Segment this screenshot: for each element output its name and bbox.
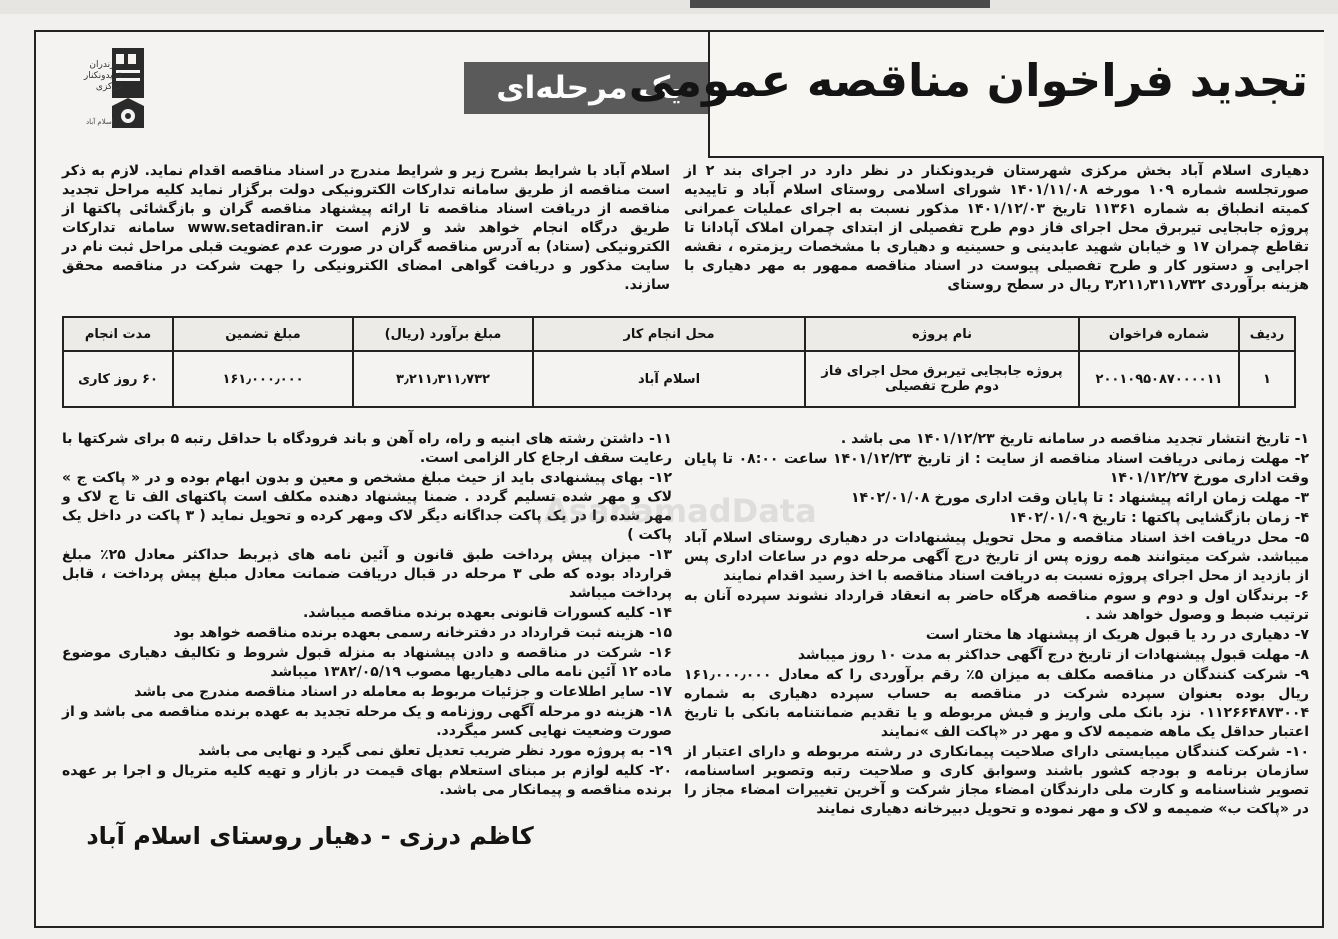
intro-text-left: اسلام آباد با شرایط بشرح زیر و شرایط مندرج در اسناد مناقصه اقدام نماید. لازم به ذکر است مناقصه از طریق سامانه تدارکات الکترونیکی دولت برگزار نماید کلیه مراحل تجدید مناقصه از دریافت اسناد مناقصه تا ارائه پیشنهاد مناقصه گران و بازگشائی پاکتها از طریق درگاه انجام خواهد شد و لازم است www.setadiran.ir سامانه تدارکات الکترونیکی (ستاد) به آدرس مناقصه گران در صورت عدم عضویت قبلی مراحل ثبت نام در سایت مذکور و دریافت گواهی امضای الکترونیکی را جهت شرکت در مناقصه محقق سازند. — [62, 163, 670, 293]
list-item: ۸- مهلت قبول پیشنهادات از تاریخ درج آگهی حداکثر به مدت ۱۰ روز میباشد — [797, 647, 1309, 663]
col-header-project: نام پروژه — [805, 317, 1079, 351]
title-box — [628, 32, 1324, 158]
list-item: ۲- مهلت زمانی دریافت اسناد مناقصه از سایت : از تاریخ ۱۴۰۱/۱۲/۲۳ ساعت ۰۸:۰۰ تا پایان وقت اداری مورخ ۱۴۰۱/۱۲/۲۷ — [684, 451, 1309, 486]
col-header-call-no: شماره فراخوان — [1079, 317, 1239, 351]
conditions-list-left — [62, 430, 672, 800]
list-item: ۱۱- داشتن رشته های ابنیه و راه، راه آهن و باند فرودگاه با حداقل رتبه ۵ برای شرکتها با رعایت سقف ارجاع کار الزامی است. — [62, 431, 672, 466]
cell-duration: ۶۰ روز کاری — [63, 351, 173, 407]
list-item: ۶- برندگان اول و دوم و سوم مناقصه هرگاه حاضر به انعقاد قرارداد نشوند سپرده آنان به ترتیب ضبط و وصول خواهد شد . — [684, 588, 1309, 623]
list-item: ۱۵- هزینه ثبت قرارداد در دفترخانه رسمی بعهده برنده مناقصه خواهد بود — [173, 625, 672, 641]
cell-project: پروژه جابجایی تیربرق محل اجرای فاز دوم طرح تفصیلی — [805, 351, 1079, 407]
subtitle-banner: یک مرحله‌ای — [464, 62, 714, 114]
col-header-location: محل انجام کار — [533, 317, 805, 351]
tender-table — [62, 316, 1296, 404]
table-row — [63, 351, 1295, 407]
intro-text-right: دهیاری اسلام آباد بخش مرکزی شهرستان فریدونکنار در نظر دارد در اجرای بند ۲ از صورتجلسه شماره ۱۰۹ مورخه ۱۴۰۱/۱۱/۰۸ شورای اسلامی روستای اسلام آباد و تاییدیه کمیته انطباق به شماره ۱۱۳۶۱ تاریخ ۱۴۰۱/۱۲/۰۳ مذکور نسبت به اجرای عملیات عمرانی پروژه جابجایی تیربرق محل اجرای فاز دوم طرح تفصیلی از ابتدای چمران املاک آپادانا تا تقاطع چمران ۱۷ و خیابان شهید عابدینی و حسینیه و دهیاری با مشخصات ریزمتره ، نقشه اجرایی و دستور کار و طرح تفصیلی پیوست در اسناد مناقصه ممهور به مهر دهیاری با هزینه برآوردی ۳٫۲۱۱٫۳۱۱٫۷۳۲ ریال در سطح روستای — [684, 163, 1309, 293]
cell-estimate: ۳٫۲۱۱٫۳۱۱٫۷۳۲ — [353, 351, 533, 407]
list-item: ۱۷- سایر اطلاعات و جزئیات مربوط به معامله در اسناد مناقصه مندرج می باشد — [134, 684, 672, 700]
cell-row-no: ۱ — [1239, 351, 1295, 407]
col-header-row-no: ردیف — [1239, 317, 1295, 351]
list-item: ۱۶- شرکت در مناقصه و دادن پیشنهاد به منزله قبول شروط و تکالیف دهیاری موضوع ماده ۱۲ آئین نامه مالی دهیاریها مصوب ۱۳۸۲/۰۵/۱۹ میباشد — [62, 645, 672, 680]
cell-call-no: ۲۰۰۱۰۹۵۰۸۷۰۰۰۰۱۱ — [1079, 351, 1239, 407]
logo-text: مازندران فریدونکنار مرکزی — [83, 60, 122, 92]
tender-notice — [34, 30, 1324, 928]
col-header-guarantee: مبلغ تضمین — [173, 317, 353, 351]
list-item: ۱۸- هزینه دو مرحله آگهی روزنامه و یک مرحله تجدید به عهده برنده مناقصه می باشد و از صورت وضعیت نهایی کسر میگردد. — [62, 704, 672, 739]
intro-paragraph-right — [684, 162, 1309, 320]
list-item: ۷- دهیاری در رد یا قبول هریک از پیشنهاد ها مختار است — [925, 627, 1309, 643]
previous-page-strip — [0, 0, 1338, 14]
list-item: ۱۰- شرکت کنندگان میبایستی دارای صلاحیت پیمانکاری در رشته مربوطه و دارای اعتبار از سازمان برنامه و بودجه کشور باشند وسوابق کاری و صلاحیت رتبه وتصویر اساسنامه، تصویر شناسنامه و کارت ملی دارندگان امضاء مجاز شرکت و آخرین تغییرات امضاء مجاز را در «پاکت ب» ضمیمه و لاک و مهر نموده و تحویل دبیرخانه دهیاری نمایند — [684, 744, 1309, 817]
cell-location: اسلام آباد — [533, 351, 805, 407]
intro-paragraph-left — [62, 162, 670, 320]
list-item: ۴- زمان بازگشایی پاکتها : تاریخ ۱۴۰۲/۰۱/۰۹ — [1008, 510, 1309, 526]
cell-guarantee: ۱۶۱٫۰۰۰٫۰۰۰ — [173, 351, 353, 407]
list-item: ۱۳- میزان پیش پرداخت طبق قانون و آئین نامه های ذیربط حداکثر معادل ۲۵٪ مبلغ قرارداد بوده که طی ۳ مرحله در قبال دریافت ضمانت معادل مبلغ پیش پرداخت ، قابل پرداخت میباشد — [62, 547, 672, 601]
list-item: ۵- محل دریافت اخذ اسناد مناقصه و محل تحویل پیشنهادات در دهیاری روستای اسلام آباد میباشد. شرکت میتوانند همه روزه پس از تاریخ درج آگهی مرحله دوم در ساعات اداری پس از بازدید از محل اجرای پروژه نسبت به دریافت اسناد مناقصه با اخذ رسید اقدام نمایند — [684, 530, 1309, 584]
list-item: ۱۹- به پروژه مورد نظر ضریب تعدیل تعلق نمی گیرد و نهایی می باشد — [198, 743, 672, 759]
list-item: ۱۲- بهای پیشنهادی باید از حیث مبلغ مشخص و معین و بدون ابهام بوده و در « پاکت ج » لاک و مهر شده تسلیم گردد . ضمنا پیشنهاد دهنده مکلف است پاکتهای الف تا ج لاک و مهر شده را در یک پاکت جداگانه دیگر لاک ومهر کرده و تحویل نماید ( ۳ پاکت در داخل یک پاکت ) — [62, 470, 672, 543]
list-item: ۱۴- کلیه کسورات قانونی بعهده برنده مناقصه میباشد. — [302, 605, 672, 621]
col-header-duration: مدت انجام — [63, 317, 173, 351]
watermark: AsanamadData — [544, 492, 817, 530]
dark-strip-block — [690, 0, 990, 8]
col-header-estimate: مبلغ برآورد (ریال) — [353, 317, 533, 351]
page-title: تجدید فراخوان مناقصه عمومی — [628, 54, 1308, 107]
notice-header — [36, 32, 1322, 160]
list-item: ۹- شرکت کنندگان در مناقصه مکلف به میزان ۵٪ رقم برآوردی را که معادل ۱۶۱٫۰۰۰٫۰۰۰ ریال بوده بعنوان سپرده شرکت در مناقصه به حساب سپرده دهیاری به شماره ۰۱۱۲۶۶۴۸۷۳۰۰۴ نزد بانک ملی واریز و فیش مربوطه و یا تقدیم ضمانتنامه بانکی با تاریخ اعتبار حداقل یک ماهه ضمیمه لاک و مهر در «پاکت الف »نمایند — [684, 667, 1310, 740]
table-header-row — [63, 317, 1295, 351]
list-item: ۱- تاریخ انتشار تجدید مناقصه در سامانه تاریخ ۱۴۰۱/۱۲/۲۳ می باشد . — [840, 431, 1309, 447]
list-item: ۲۰- کلیه لوازم بر مبنای استعلام بهای قیمت در بازار و تهیه کلیه متریال و اجرا بر عهده برنده مناقصه و پیمانکار می باشد. — [62, 763, 672, 798]
list-item: ۳- مهلت زمان ارائه پیشنهاد : تا پایان وقت اداری مورخ ۱۴۰۲/۰۱/۰۸ — [850, 490, 1309, 506]
logo-caption: اسلام آباد — [86, 118, 114, 126]
signature: کاظم درزی - دهیار روستای اسلام آباد — [86, 822, 534, 850]
